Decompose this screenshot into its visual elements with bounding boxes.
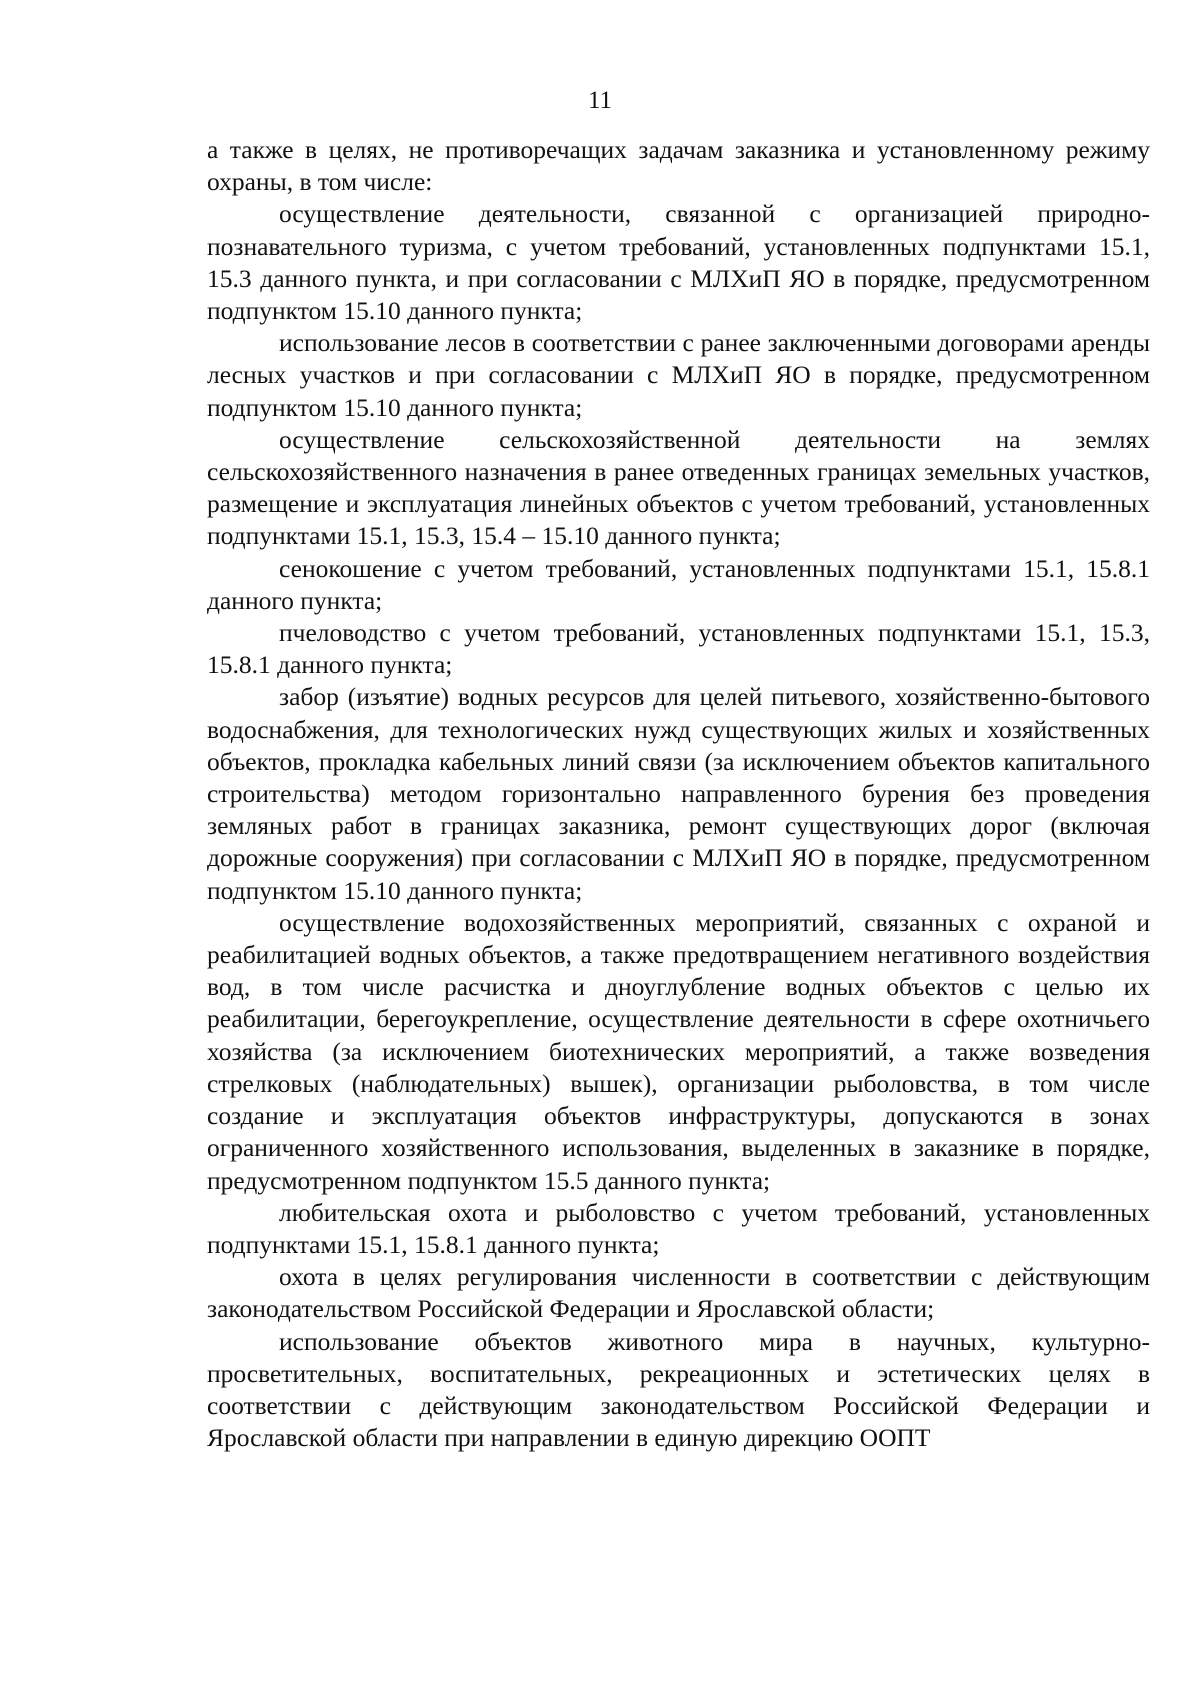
paragraph: охота в целях регулирования численности в соответствии с действующим законодательством Российской Федерации и Ярославской области; [207, 1262, 1150, 1324]
page-number: 11 [587, 87, 613, 114]
paragraph: пчеловодство с учетом требований, установленных подпунктами 15.1, 15.3, 15.8.1 данного пункта; [207, 618, 1150, 680]
paragraph: осуществление водохозяйственных мероприятий, связанных с охраной и реабилитацией водных объектов, а также предотвращением негативного воздействия вод, в том числе расчистка и дноуглубление водных объектов с целью их реабилитации, берегоукрепление, осуществление деятельности в сфере охотничьего хозяйства (за исключением биотехнических мероприятий, а также возведения стрелковых (наблюдательных) вышек), организации рыболовства, в том числе создание и эксплуатация объектов инфраструктуры, допускаются в зонах ограниченного хозяйственного использования, выделенных в заказнике в порядке, предусмотренном подпунктом 15.5 данного пункта; [207, 907, 1150, 1195]
paragraph: использование лесов в соответствии с ранее заключенными договорами аренды лесных участков и при согласовании с МЛХиП ЯО в порядке, предусмотренном подпунктом 15.10 данного пункта; [207, 328, 1150, 422]
document-body [207, 134, 1150, 1454]
paragraph: сенокошение с учетом требований, установленных подпунктами 15.1, 15.8.1 данного пункта; [207, 553, 1150, 615]
paragraph: использование объектов животного мира в научных, культурно-просветительных, воспитательных, рекреационных и эстетических целях в соответствии с действующим законодательством Российской Федерации и Ярославской области при направлении в единую дирекцию ООПТ [207, 1326, 1150, 1453]
paragraph: осуществление деятельности, связанной с организацией природно-познавательного туризма, с учетом требований, установленных подпунктами 15.1, 15.3 данного пункта, и при согласовании с МЛХиП ЯО в порядке, предусмотренном подпунктом 15.10 данного пункта; [207, 199, 1150, 326]
paragraph: любительская охота и рыболовство с учетом требований, установленных подпунктами 15.1, 15.8.1 данного пункта; [207, 1197, 1150, 1259]
paragraph: забор (изъятие) водных ресурсов для целей питьевого, хозяйственно-бытового водоснабжения, для технологических нужд существующих жилых и хозяйственных объектов, прокладка кабельных линий связи (за исключением объектов капитального строительства) методом горизонтально направленного бурения без проведения земляных работ в границах заказника, ремонт существующих дорог (включая дорожные сооружения) при согласовании с МЛХиП ЯО в порядке, предусмотренном подпунктом 15.10 данного пункта; [207, 682, 1150, 905]
paragraph: осуществление сельскохозяйственной деятельности на землях сельскохозяйственного назначения в ранее отведенных границах земельных участков, размещение и эксплуатация линейных объектов с учетом требований, установленных подпунктами 15.1, 15.3, 15.4 – 15.10 данного пункта; [207, 424, 1150, 551]
paragraph: а также в целях, не противоречащих задачам заказника и установленному режиму охраны, в том числе: [207, 135, 1150, 197]
